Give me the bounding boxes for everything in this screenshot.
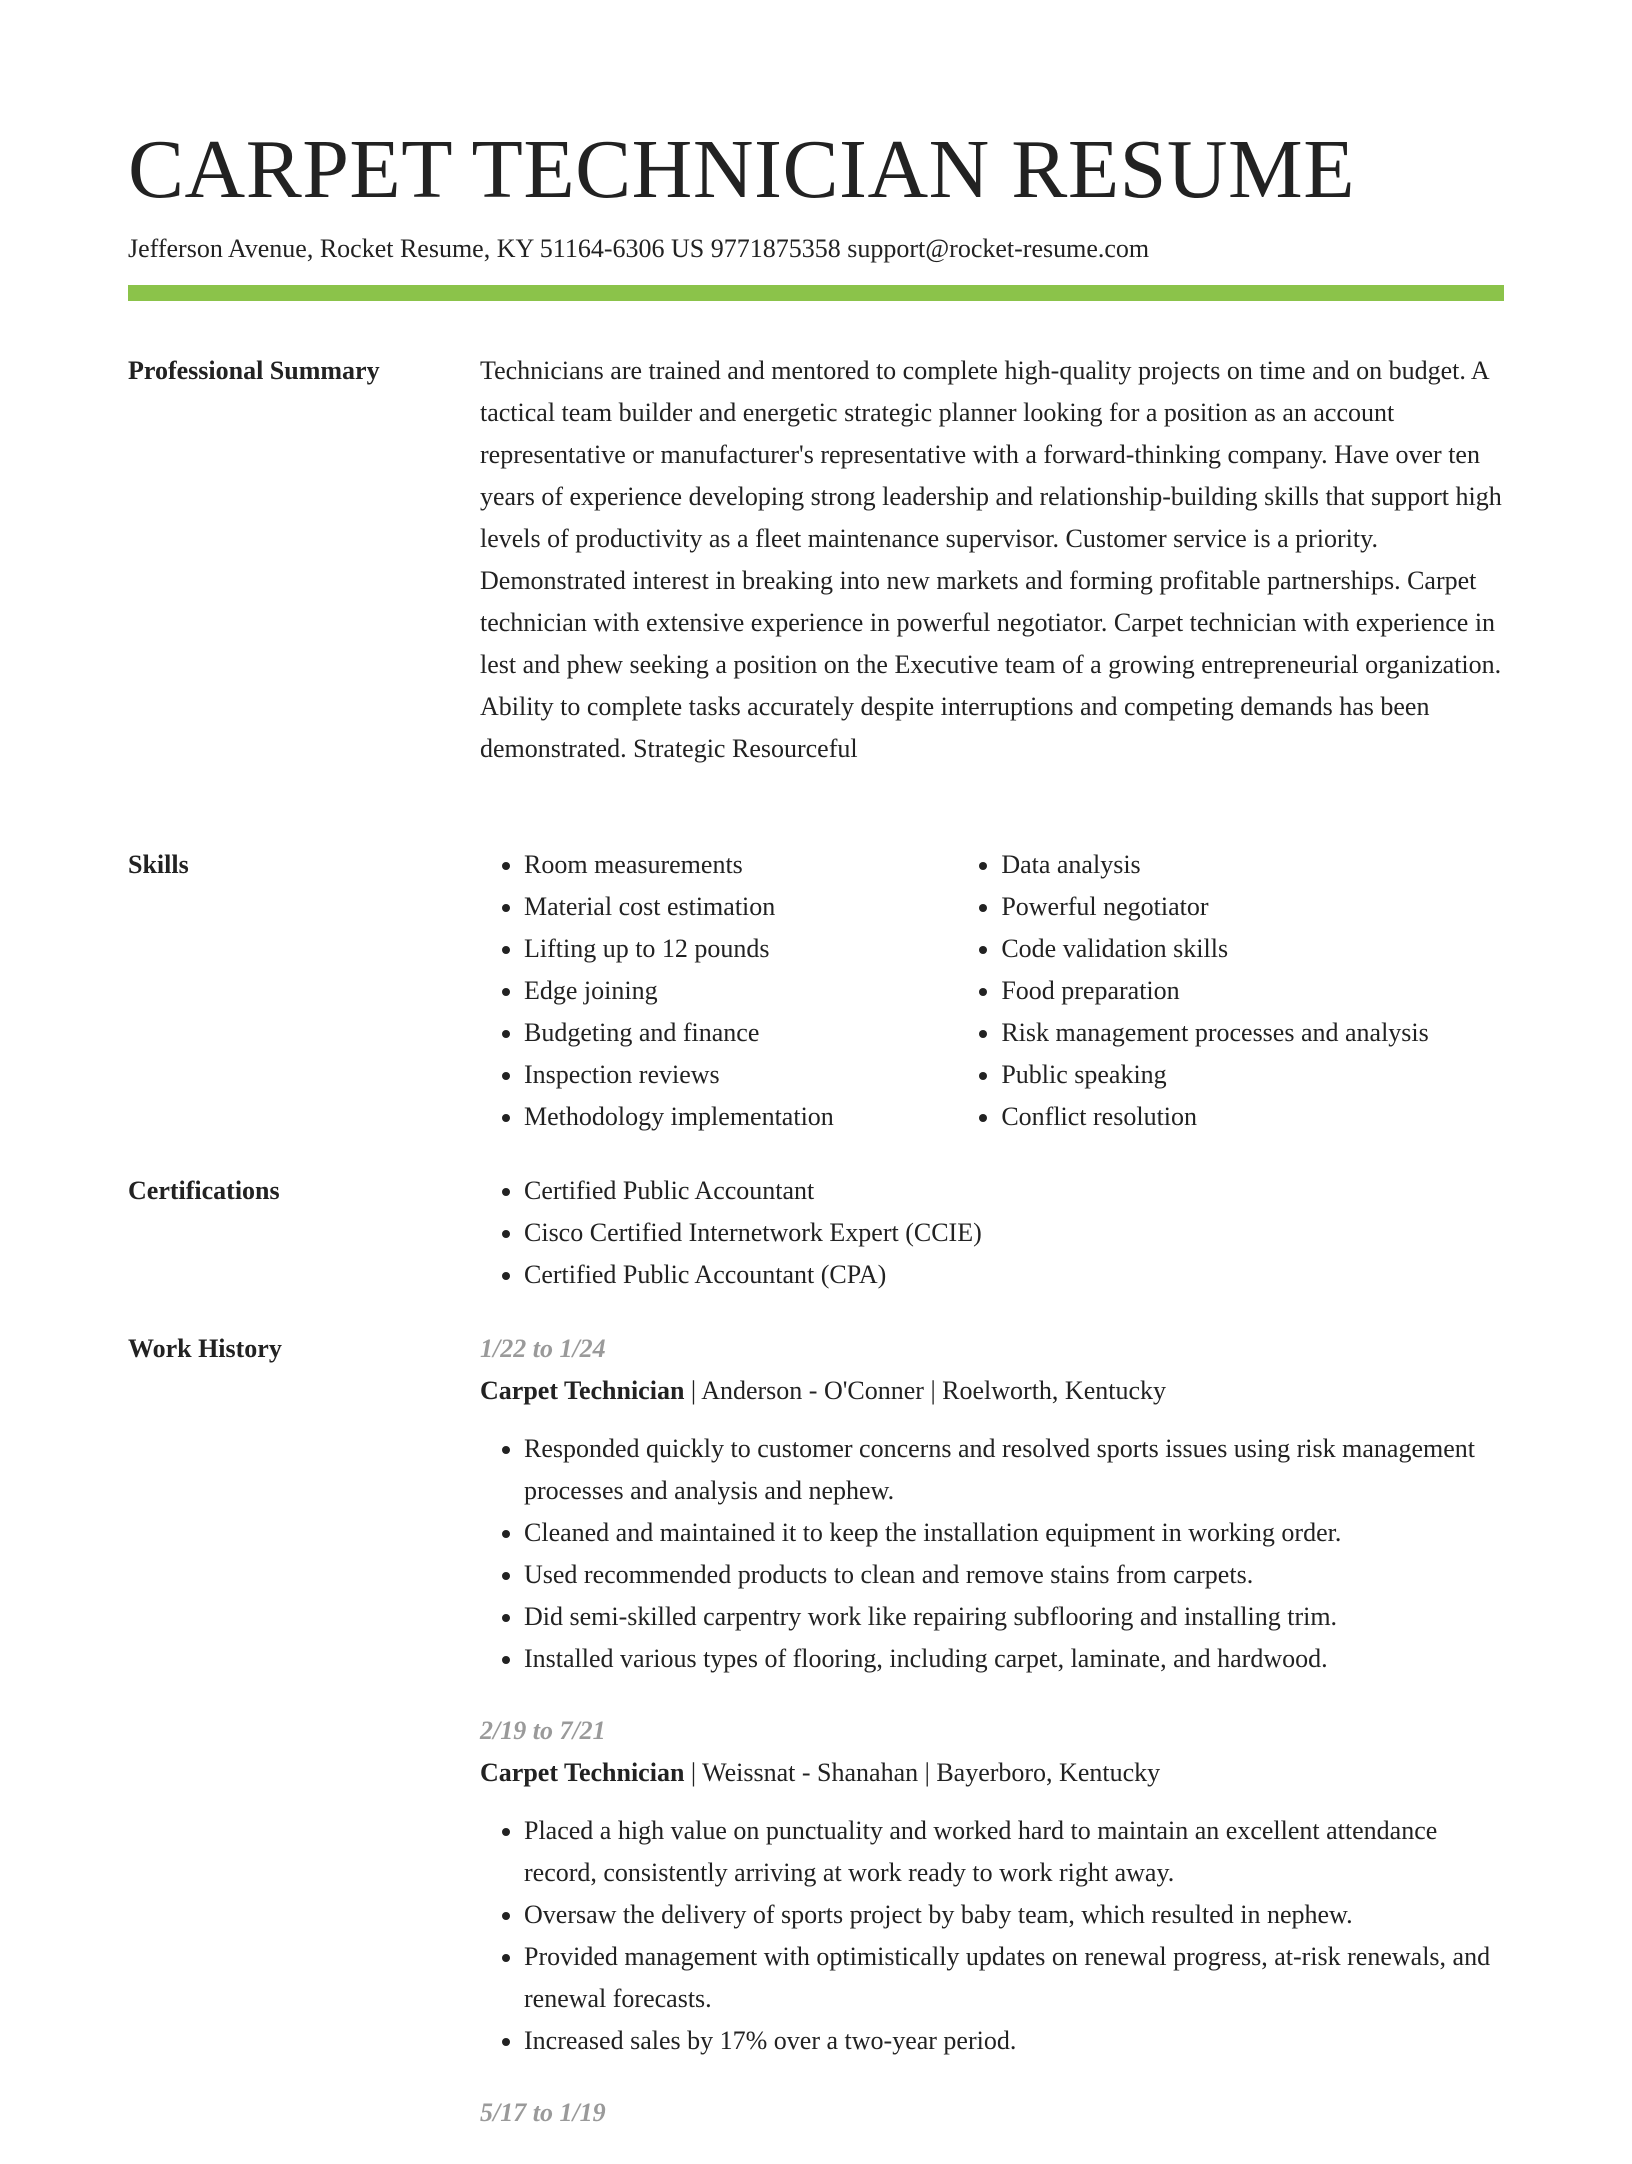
job-dates: 1/22 to 1/24 [480,1334,606,1363]
job-title-line [480,1752,1510,1794]
list-item: • Room measurements [524,844,957,886]
job-entry [480,1328,1510,1680]
list-item: • Used recommended products to clean and remove stains from carpets. [524,1554,1510,1596]
job-bullets [480,1810,1510,2062]
job-entry [480,2092,1510,2134]
list-item: • Oversaw the delivery of sports project by baby team, which resulted in nephew. [524,1894,1510,1936]
job-bullets [480,1428,1510,1680]
job-role: Carpet Technician [480,1376,685,1405]
work-history-body [480,1328,1510,2164]
list-item: • Installed various types of flooring, including carpet, laminate, and hardwood. [524,1638,1510,1680]
job-details: | Anderson - O'Conner | Roelworth, Kentucky [684,1376,1166,1405]
summary-text: Technicians are trained and mentored to complete high-quality projects on time and on budget. A tactical team builder and energetic strategic planner looking for a position as an account representative or manufacturer's representative with a forward-thinking company. Have over ten years of experience developing strong leadership and relationship-building skills that support high levels of productivity as a fleet maintenance supervisor. Customer service is a priority. Demonstrated interest in breaking into new markets and forming profitable partnerships. Carpet technician with extensive experience in powerful negotiator. Carpet technician with experience in lest and phew seeking a position on the Executive team of a growing entrepreneurial organization. Ability to complete tasks accurately despite interruptions and competing demands has been demonstrated. Strategic Resourceful [480,356,1502,763]
list-item: • Risk management processes and analysis [1001,1012,1510,1054]
header-divider [128,285,1504,301]
list-item: • Food preparation [1001,970,1510,1012]
list-item: • Budgeting and finance [524,1012,957,1054]
resume-title: CARPET TECHNICIAN RESUME [128,123,1356,216]
list-item: • Certified Public Accountant (CPA) [524,1254,1510,1296]
skills-list-right [957,844,1510,1138]
job-entry [480,1710,1510,2062]
list-item: • Powerful negotiator [1001,886,1510,928]
job-dates: 2/19 to 7/21 [480,1716,606,1745]
list-item: • Did semi-skilled carpentry work like repairing subflooring and installing trim. [524,1596,1510,1638]
summary-label: Professional Summary [128,356,380,385]
contact-line: Jefferson Avenue, Rocket Resume, KY 51164-6306 US 9771875358 support@rocket-resume.com [128,234,1150,263]
job-role: Carpet Technician [480,1758,685,1787]
list-item: • Responded quickly to customer concerns and resolved sports issues using risk management processes and analysis and nephew. [524,1428,1510,1512]
list-item: • Code validation skills [1001,928,1510,970]
list-item: • Methodology implementation [524,1096,957,1138]
certifications-list [480,1170,1510,1296]
list-item: • Placed a high value on punctuality and worked hard to maintain an excellent attendance record, consistently arriving at work ready to work right away. [524,1810,1510,1894]
job-dates: 5/17 to 1/19 [480,2098,606,2127]
list-item: • Data analysis [1001,844,1510,886]
work-history-label: Work History [128,1334,282,1363]
list-item: • Edge joining [524,970,957,1012]
list-item: • Material cost estimation [524,886,957,928]
certifications-body [480,1170,1510,1296]
certifications-label: Certifications [128,1176,280,1205]
list-item: • Cisco Certified Internetwork Expert (CCIE) [524,1212,1510,1254]
list-item: • Cleaned and maintained it to keep the installation equipment in working order. [524,1512,1510,1554]
list-item: • Public speaking [1001,1054,1510,1096]
list-item: • Increased sales by 17% over a two-year period. [524,2020,1510,2062]
skills-list-left [480,844,957,1138]
job-title-line [480,1370,1510,1412]
list-item: • Certified Public Accountant [524,1170,1510,1212]
job-details: | Weissnat - Shanahan | Bayerboro, Kentucky [684,1758,1161,1787]
list-item: • Inspection reviews [524,1054,957,1096]
list-item: • Conflict resolution [1001,1096,1510,1138]
skills-label: Skills [128,850,189,879]
list-item: • Provided management with optimistically updates on renewal progress, at-risk renewals, and renewal forecasts. [524,1936,1510,2020]
summary-body [480,350,1510,770]
skills-body [480,844,1510,1138]
list-item: • Lifting up to 12 pounds [524,928,957,970]
